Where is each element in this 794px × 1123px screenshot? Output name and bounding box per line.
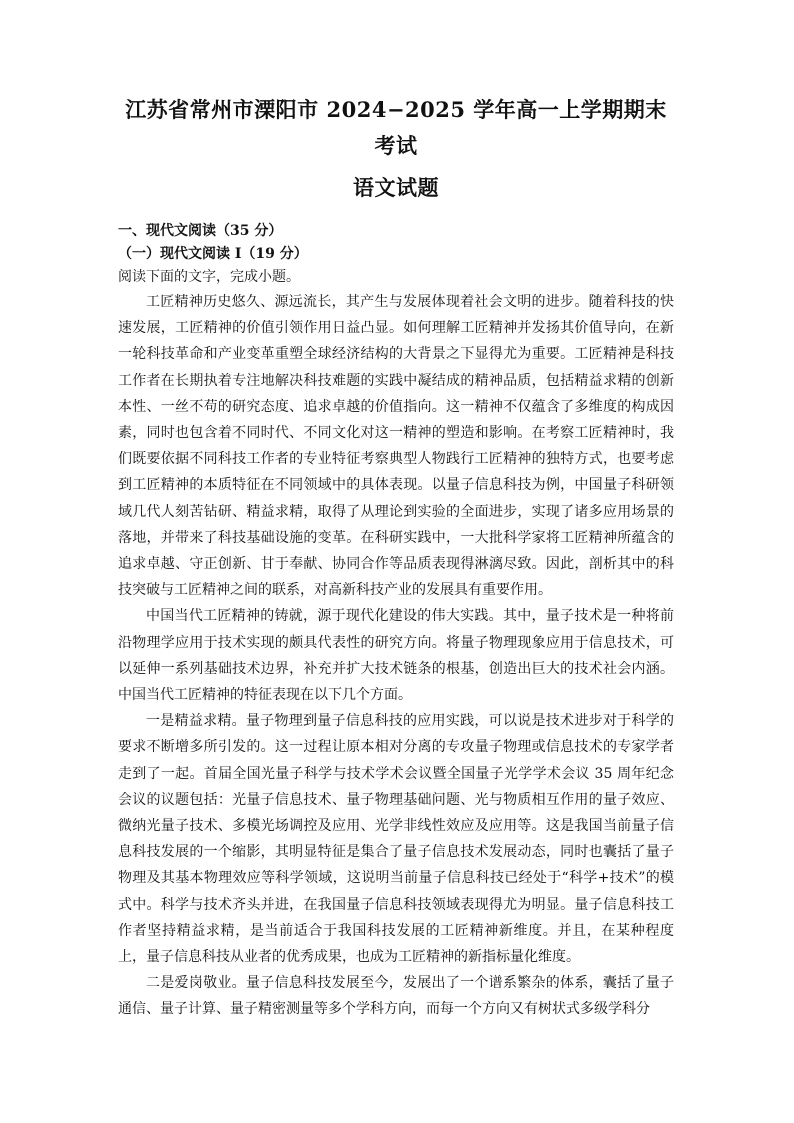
- paragraph-2: 中国当代工匠精神的铸就，源于现代化建设的伟大实践。其中，量子技术是一种将前沿物理学应用于技术实现的颇具代表性的研究方向。将量子物理现象应用于信息技术，可以延伸一系列基础技术边界，补充并扩大技术链条的根基，创造出巨大的技术社会内涵。中国当代工匠精神的特征表现在以下几个方面。: [118, 608, 674, 704]
- subsection-heading: （一）现代文阅读 I（19 分）: [118, 246, 308, 262]
- reading-instruction: 阅读下面的文字，完成小题。: [118, 269, 300, 285]
- paragraph-4: 二是爱岗敬业。量子信息科技发展至今，发展出了一个谱系繁杂的体系，囊括了量子通信、量子计算、量子精密测量等多个学科方向，而每一个方向又有树状式多级学科分: [118, 975, 674, 1018]
- document-title: 江苏省常州市溧阳市 2024−2025 学年高一上学期期末考试: [125, 97, 667, 158]
- paragraph-1: 工匠精神历史悠久、源远流长，其产生与发展体现着社会文明的进步。随着科技的快速发展，工匠精神的价值引领作用日益凸显。如何理解工匠精神并发扬其价值导向，在新一轮科技革命和产业变革重塑全球经济结构的大背景之下显得尤为重要。工匠精神是科技工作者在长期执着专注地解决科技难题的实践中凝结成的精神品质，包括精益求精的创新本性、一丝不苟的研究态度、追求卓越的价值指向。这一精神不仅蕴含了多维度的构成因素，同时也包含着不同时代、不同文化对这一精神的塑造和影响。在考察工匠精神时，我们既要依据不同科技工作者的专业特征考察典型人物践行工匠精神的独特方式，也要考虑到工匠精神的本质特征在不同领域中的具体表现。以量子信息科技为例，中国量子科研领域几代人刻苦钻研、精益求精，取得了从理论到实验的全面进步，实现了诸多应用场景的落地，并带来了科技基础设施的变革。在科研实践中，一大批科学家将工匠精神所蕴含的追求卓越、守正创新、甘于奉献、协同合作等品质表现得淋漓尽致。因此，剖析其中的科技突破与工匠精神之间的联系，对高新科技产业的发展具有重要作用。: [118, 294, 674, 599]
- section-heading: 一、现代文阅读（35 分）: [118, 223, 283, 239]
- document-subtitle: 语文试题: [353, 175, 439, 200]
- paragraph-3: 一是精益求精。量子物理到量子信息科技的应用实践，可以说是技术进步对于科学的要求不断增多所引发的。这一过程让原本相对分离的专攻量子物理或信息技术的专家学者走到了一起。首届全国光量子科学与技术学术会议暨全国量子光学学术会议 35 周年纪念会议的议题包括：光量子信息技术、量子物理基础问题、光与物质相互作用的量子效应、微纳光量子技术、多模光场调控及应用、光学非线性效应及应用等。这是我国当前量子信息科技发展的一个缩影，其明显特征是集合了量子信息技术发展动态，同时也囊括了量子物理及其基本物理效应等科学领域，这说明当前量子信息科技已经处于“科学+技术”的模式中。科学与技术齐头并进，在我国量子信息科技领域表现得尤为明显。量子信息科技工作者坚持精益求精，是当前适合于我国科技发展的工匠精神新维度。并且，在某种程度上，量子信息科技从业者的优秀成果，也成为工匠精神的新指标量化维度。: [118, 713, 674, 966]
